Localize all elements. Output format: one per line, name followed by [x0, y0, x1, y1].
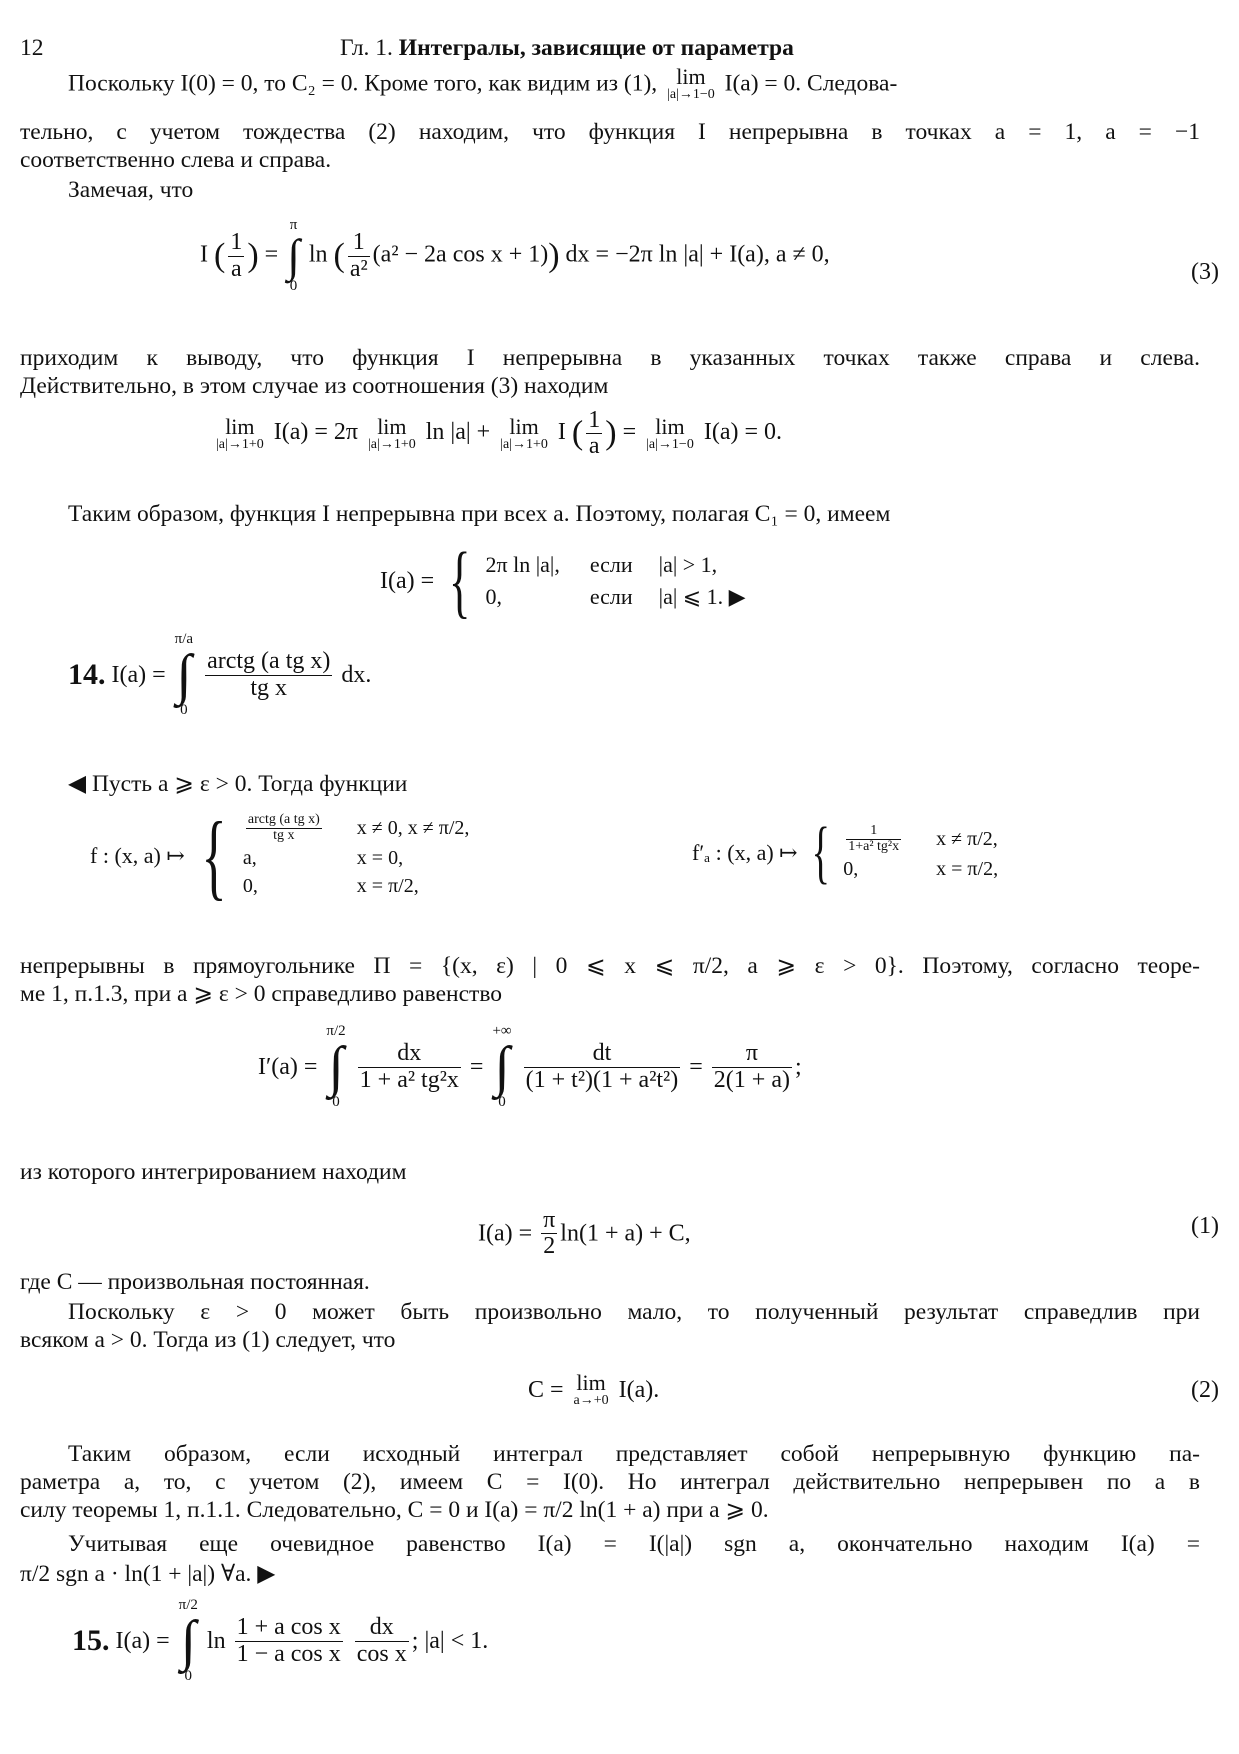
problem-14: 14. I(a) = π/a ∫ 0 $\frac{\text{arctg (a tg x)}}{\text{tg x}}$ dx.: [68, 631, 372, 718]
cases-equation: I(a) = { 2π ln |a|, если |a| > 1, 0, если |a| ⩽ 1. ▶: [380, 540, 758, 622]
chapter-title: Интегралы, зависящие от параметра: [398, 35, 794, 61]
text-line-10: ме 1, п.1.3, при a ⩾ ε > 0 справедливо равенство: [20, 981, 503, 1007]
text-line-3: соответственно слева и справа.: [20, 147, 332, 173]
derivative-equation: I′(a) = π/2 ∫ 0 $\frac{dx}{\text{1 + a² tg²x}}$ = +∞ ∫ 0 $\frac{dt}{\text{(1 + t²)(1 + a²t²)}}$ = $\frac{\pi}{2(1 + a)}$ ;: [258, 1023, 802, 1110]
chapter-label: Гл. 1.: [340, 35, 393, 61]
text-line-13: Поскольку ε > 0 может быть произвольно мало, то полученный результат справедлив при: [68, 1299, 1200, 1325]
text-line-8: ◀ Пусть a ⩾ ε > 0. Тогда функции: [68, 771, 408, 797]
text-segment: Поскольку I(0) = 0, то C₂ = 0. Кроме того, как видим из (1),: [68, 70, 658, 97]
equation-number-1: (1): [1191, 1213, 1219, 1239]
fraction: $\frac{1}{a}$: [588, 407, 601, 460]
function-fa-definition: f′ₐ : (x, a) ↦ { $\frac{1}{\text{1+a² tg²x}}$ x ≠ π/2, 0, x = π/2,: [692, 814, 999, 891]
equation-1: I(a) = $\frac{\pi}{2}$ ln(1 + a) + C,: [478, 1207, 691, 1260]
text-line-14: всяком a > 0. Тогда из (1) следует, что: [20, 1327, 396, 1353]
fraction: $\frac{\text{arctg (a tg x)}}{\text{tg x}}$: [207, 648, 331, 701]
text-line-16: раметра a, то, с учетом (2), имеем C = I(0). Но интеграл действительно непрерывен по a в: [20, 1469, 1200, 1495]
lim-subscript: |a|→1−0: [667, 87, 715, 102]
text-line-12: где C — произвольная постоянная.: [20, 1269, 370, 1295]
equation-3: I ( $\frac{1}{a}$ ) = π ∫ 0 ln ( $\frac{1}{\text{a²}}$ (a² − 2a cos x + 1)) dx = −2π ln |a| + I(a), a ≠ 0,: [200, 217, 830, 294]
integral-sign: π/a ∫ 0: [174, 631, 194, 718]
cases-table: 2π ln |a|, если |a| > 1, 0, если |a| ⩽ 1. ▶: [485, 552, 746, 609]
text-line-6: Действительно, в этом случае из соотношения (3) находим: [20, 373, 609, 399]
text-line-5: приходим к выводу, что функция I непрерывна в указанных точках также справа и слева.: [20, 345, 1200, 371]
equation-number-3: (3): [1191, 259, 1219, 285]
lim-label: lim: [676, 64, 706, 89]
problem-number: 15.: [72, 1624, 110, 1657]
text-line-19: π/2 sgn a · ln(1 + |a|) ∀a. ▶: [20, 1561, 276, 1587]
equation-number-2: (2): [1191, 1377, 1219, 1403]
text-line-1: [68, 64, 898, 102]
text-line-18: Учитывая еще очевидное равенство I(a) = I(|a|) sgn a, окончательно находим I(a) =: [68, 1531, 1200, 1557]
text-line-7: Таким образом, функция I непрерывна при всех a. Поэтому, полагая C₁ = 0, имеем: [68, 501, 891, 527]
text-segment: I(a) = 0. Следова-: [724, 70, 898, 97]
text-line-11: из которого интегрированием находим: [20, 1159, 407, 1185]
running-header: [340, 34, 794, 62]
eq-symbol: I: [200, 241, 208, 268]
problem-number: 14.: [68, 658, 106, 691]
eq-rhs: dx = −2π ln |a| + I(a), a ≠ 0,: [565, 241, 830, 268]
text-line-15: Таким образом, если исходный интеграл представляет собой непрерывную функцию па-: [68, 1441, 1200, 1467]
text-line-17: силу теоремы 1, п.1.1. Следовательно, C = 0 и I(a) = π/2 ln(1 + a) при a ⩾ 0.: [20, 1497, 769, 1523]
text-line-9: непрерывны в прямоугольнике Π = {(x, ε) | 0 ⩽ x ⩽ π/2, a ⩾ ε > 0}. Поэтому, согласно теоре-: [20, 953, 1200, 979]
text-line-4: Замечая, что: [68, 177, 194, 203]
fraction: $\frac{1}{a}$: [230, 229, 243, 282]
function-f-definition: f : (x, a) ↦ { $\frac{\text{arctg (a tg x)}}{\text{tg x}}$ x ≠ 0, x ≠ π/2, a, x = 0, 0, x = π/2,: [90, 802, 470, 909]
equation-2: C = lim a→+0 I(a).: [528, 1370, 660, 1408]
limit-operator: [667, 66, 715, 102]
fraction: $\frac{1}{\text{a²}}$: [349, 229, 368, 282]
limit-equation: lim |a|→1+0 I(a) = 2π lim |a|→1+0 ln |a| + lim |a|→1+0 I ( $\frac{1}{a}$ ) = lim |a|→1−0 I(a) = 0.: [216, 407, 782, 460]
text-line-2: тельно, с учетом тождества (2) находим, что функция I непрерывна в точках a = 1, a = −1: [20, 119, 1200, 145]
eq-body: (a² − 2a cos x + 1): [372, 241, 549, 268]
page-number: 12: [20, 35, 44, 61]
ln-operator: ln: [308, 241, 328, 268]
problem-15: 15. I(a) = π/2 ∫ 0 ln $\frac{\text{1 + a cos x}}{\text{1 − a cos x}}$ $\frac{dx}{\text{cos x}}$ ; |a| < 1.: [72, 1597, 489, 1684]
integral-sign: π ∫ 0: [287, 217, 300, 294]
